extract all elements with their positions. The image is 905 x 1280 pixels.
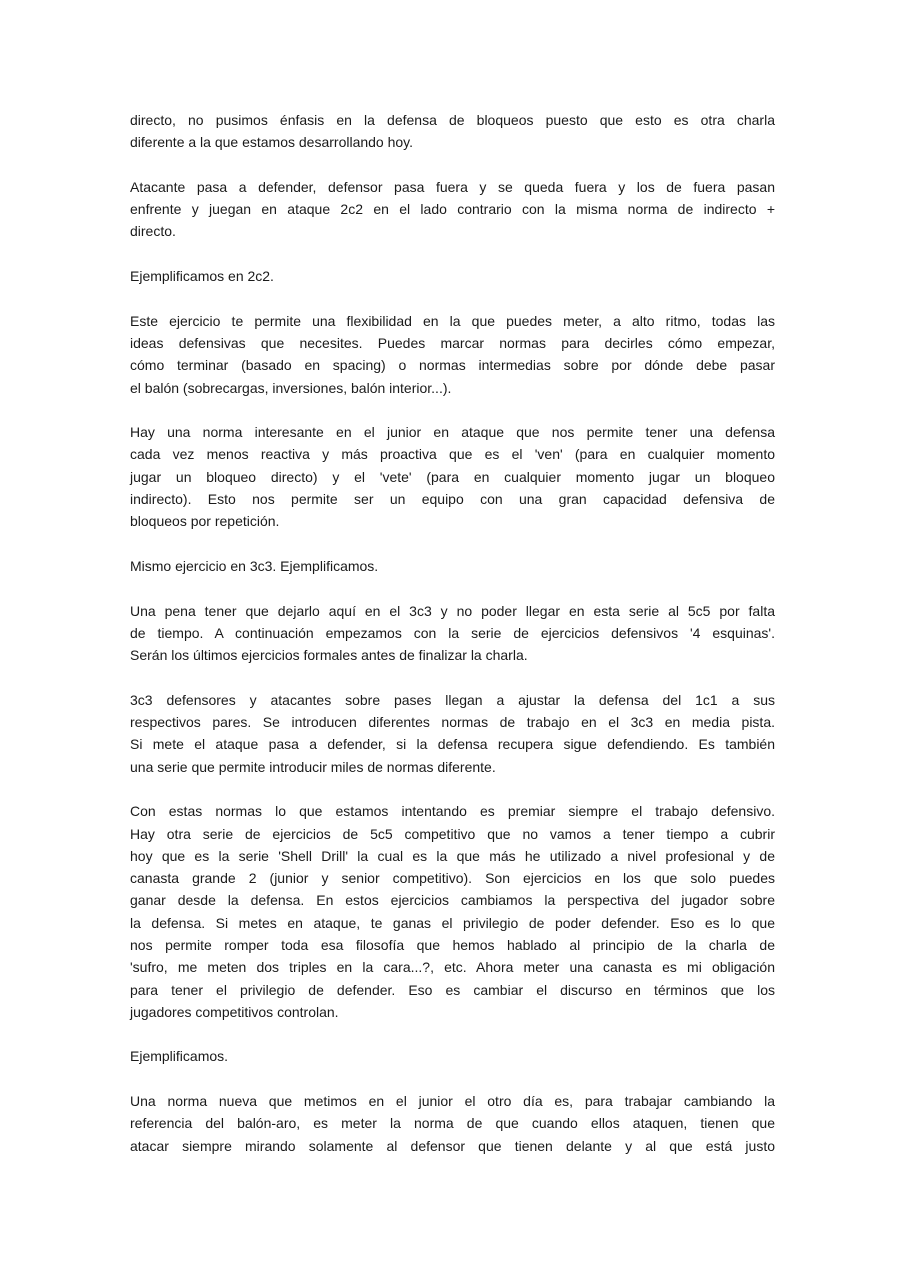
paragraph [130, 689, 775, 778]
paragraph [130, 800, 775, 1023]
text-line: ideas defensivas que necesites. Puedes marcar normas para decirles cómo empezar, [130, 334, 775, 351]
text-line: Ejemplificamos. [130, 1048, 229, 1065]
text-line: el balón (sobrecargas, inversiones, balón interior...). [130, 379, 452, 396]
paragraph [130, 1090, 775, 1157]
text-line: diferente a la que estamos desarrollando hoy. [130, 134, 414, 151]
text-line: Hay una norma interesante en el junior en ataque que nos permite tener una defensa [130, 424, 775, 441]
text-line: 3c3 defensores y atacantes sobre pases llegan a ajustar la defensa del 1c1 a sus [130, 691, 775, 708]
text-line: indirecto). Esto nos permite ser un equipo con una gran capacidad defensiva de [130, 491, 775, 508]
paragraph [130, 421, 775, 532]
paragraph [130, 310, 775, 399]
paragraph [130, 176, 775, 243]
text-line: directo, no pusimos énfasis en la defensa de bloqueos puesto que esto es otra charla [130, 112, 775, 128]
text-line: 'sufro, me meten dos triples en la cara...?, etc. Ahora meter una canasta es mi obligación [130, 959, 775, 976]
text-line: cómo terminar (basado en spacing) o normas intermedias sobre por dónde debe pasar [130, 357, 775, 374]
text-line: Una norma nueva que metimos en el junior el otro día es, para trabajar cambiando la [130, 1093, 775, 1110]
text-line: atacar siempre mirando solamente al defensor que tienen delante y al que está justo [130, 1137, 775, 1154]
text-line: Una pena tener que dejarlo aquí en el 3c3 y no poder llegar en esta serie al 5c5 por falta [130, 602, 775, 619]
text-line: referencia del balón-aro, es meter la norma de que cuando ellos ataquen, tienen que [130, 1115, 775, 1132]
paragraph [130, 265, 775, 287]
text-line: Hay otra serie de ejercicios de 5c5 competitivo que no vamos a tener tiempo a cubrir [130, 825, 775, 842]
text-line: Con estas normas lo que estamos intentando es premiar siempre el trabajo defensivo. [130, 803, 775, 820]
text-line: de tiempo. A continuación empezamos con la serie de ejercicios defensivos '4 esquinas'. [130, 624, 775, 641]
text-line: canasta grande 2 (junior y senior competitivo). Son ejercicios en los que solo puedes [130, 870, 775, 887]
text-line: jugadores competitivos controlan. [130, 1003, 339, 1020]
text-line: ganar desde la defensa. En estos ejercicios cambiamos la perspectiva del jugador sobre [130, 892, 775, 909]
text-line: nos permite romper toda esa filosofía que hemos hablado al principio de la charla de [130, 936, 775, 953]
text-line: respectivos pares. Se introducen diferentes normas de trabajo en el 3c3 en media pista. [130, 714, 775, 731]
document-page [130, 109, 775, 1179]
text-line: para tener el privilegio de defender. Eso es cambiar el discurso en términos que los [130, 981, 775, 998]
text-line: Si mete el ataque pasa a defender, si la defensa recupera sigue defendiendo. Es también [130, 736, 775, 753]
paragraph [130, 1045, 775, 1067]
text-line: enfrente y juegan en ataque 2c2 en el lado contrario con la misma norma de indirecto + [130, 201, 775, 218]
text-line: bloqueos por repetición. [130, 513, 280, 530]
text-line: Ejemplificamos en 2c2. [130, 268, 274, 285]
paragraph [130, 109, 775, 154]
text-line: hoy que es la serie 'Shell Drill' la cual es la que más he utilizado a nivel profesional y de [130, 847, 775, 864]
paragraph [130, 555, 775, 577]
text-line: la defensa. Si metes en ataque, te ganas el privilegio de poder defender. Eso es lo que [130, 914, 775, 931]
text-line: Mismo ejercicio en 3c3. Ejemplificamos. [130, 557, 379, 574]
text-line: jugar un bloqueo directo) y el 'vete' (para en cualquier momento jugar un bloqueo [130, 468, 775, 485]
text-line: directo. [130, 223, 176, 240]
text-line: cada vez menos reactiva y más proactiva que es el 'ven' (para en cualquier momento [130, 446, 775, 463]
text-line: Este ejercicio te permite una flexibilidad en la que puedes meter, a alto ritmo, todas las [130, 312, 775, 329]
text-line: Serán los últimos ejercicios formales antes de finalizar la charla. [130, 647, 528, 664]
text-line: una serie que permite introducir miles de normas diferente. [130, 758, 496, 775]
text-line: Atacante pasa a defender, defensor pasa fuera y se queda fuera y los de fuera pasan [130, 178, 775, 195]
paragraph [130, 600, 775, 667]
